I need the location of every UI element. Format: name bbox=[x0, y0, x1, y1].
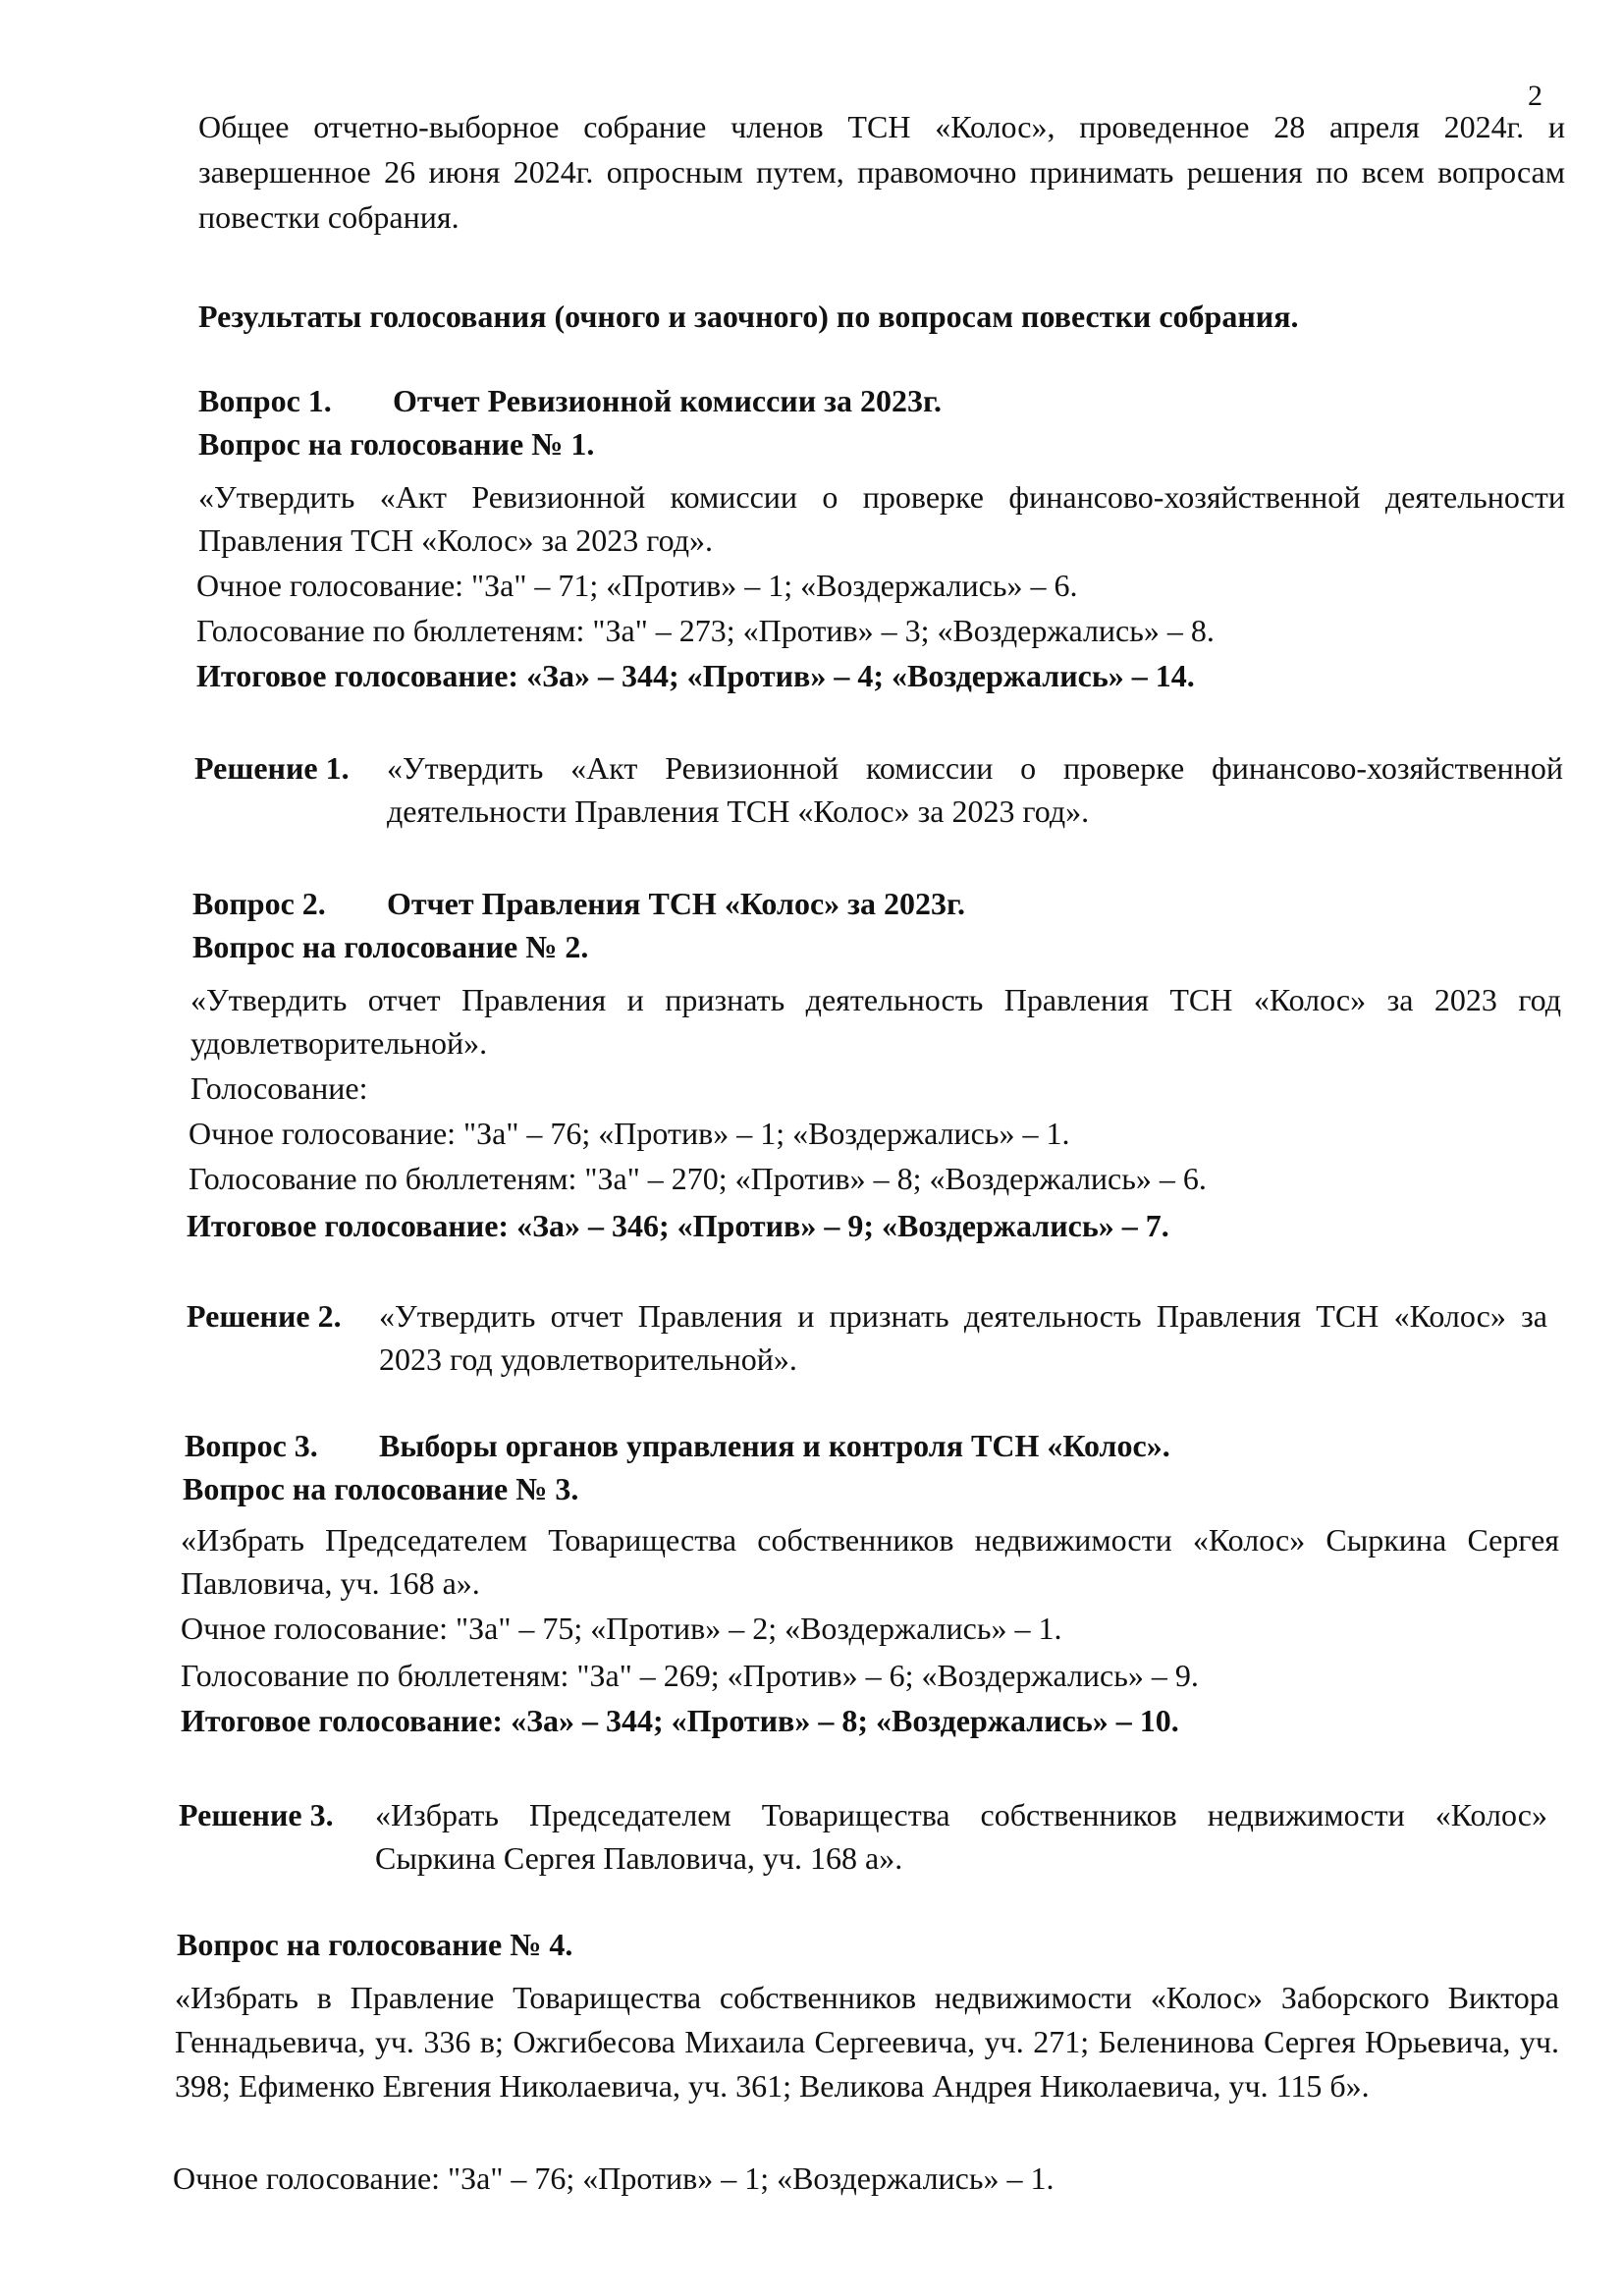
question-3-total-vote: Итоговое голосование: «За» – 344; «Против» – 8; «Воздержались» – 10. bbox=[181, 1703, 1179, 1738]
decision-3 bbox=[179, 1793, 1557, 1882]
decision-1-text: «Утвердить «Акт Ревизионной комиссии о проверке финансово-хозяйственной деятельности Правления ТСН «Колос» за 2023 год». bbox=[387, 750, 1563, 829]
decision-3-label: Решение 3. bbox=[179, 1797, 334, 1832]
question-1-number: Вопрос 1. bbox=[198, 383, 332, 418]
question-2-voting-label: Голосование: bbox=[190, 1070, 368, 1106]
results-heading: Результаты голосования (очного и заочного) по вопросам повестки собрания. bbox=[198, 299, 1299, 334]
question-1-title: Отчет Ревизионной комиссии за 2023г. bbox=[393, 383, 942, 418]
decision-2-label: Решение 2. bbox=[187, 1298, 342, 1334]
question-3-title: Выборы органов управления и контроля ТСН «Колос». bbox=[379, 1428, 1170, 1463]
question-4-text: «Избрать в Правление Товарищества собственников недвижимости «Колос» Заборского Виктора Геннадьевича, уч. 336 в; Ожгибесова Михаила Сергеевича, уч. 271; Беленинова Сергея Юрьевича, уч. 398; Ефименко Евгения Николаевича, уч. 361; Великова Андрея Николаевича, уч. 115 б». bbox=[175, 1980, 1559, 2104]
decision-2 bbox=[187, 1294, 1559, 1383]
decision-1 bbox=[194, 746, 1563, 835]
decision-2-text: «Утвердить отчет Правления и признать деятельность Правления ТСН «Колос» за 2023 год удовлетворительной». bbox=[379, 1298, 1547, 1377]
question-2-vote-label: Вопрос на голосование № 2. bbox=[192, 929, 589, 964]
question-1-in-person-vote: Очное голосование: "За" – 71; «Против» – 1; «Воздержались» – 6. bbox=[196, 568, 1078, 603]
question-4-vote-label: Вопрос на голосование № 4. bbox=[177, 1927, 573, 1962]
question-1-text: «Утвердить «Акт Ревизионной комиссии о проверке финансово-хозяйственной деятельности Правления ТСН «Колос» за 2023 год». bbox=[198, 479, 1565, 558]
question-3-vote-label: Вопрос на голосование № 3. bbox=[183, 1471, 579, 1506]
question-4-in-person-vote: Очное голосование: "За" – 76; «Против» – 1; «Воздержались» – 1. bbox=[173, 2160, 1055, 2196]
question-3-number: Вопрос 3. bbox=[185, 1428, 318, 1463]
question-1-heading bbox=[198, 379, 1565, 422]
question-1-ballot-vote: Голосование по бюллетеням: "За" – 273; «Против» – 3; «Воздержались» – 8. bbox=[196, 613, 1215, 648]
question-3-text: «Избрать Председателем Товарищества собственников недвижимости «Колос» Сыркина Сергея Павловича, уч. 168 а». bbox=[181, 1522, 1559, 1601]
question-1-total-vote: Итоговое голосование: «За» – 344; «Против» – 4; «Воздержались» – 14. bbox=[196, 658, 1195, 693]
decision-3-text: «Избрать Председателем Товарищества собственников недвижимости «Колос» Сыркина Сергея Павловича, уч. 168 а». bbox=[375, 1797, 1547, 1876]
question-2-text: «Утвердить отчет Правления и признать деятельность Правления ТСН «Колос» за 2023 год удовлетворительной». bbox=[190, 982, 1561, 1061]
question-2-title: Отчет Правления ТСН «Колос» за 2023г. bbox=[387, 886, 965, 921]
intro-paragraph: Общее отчетно-выборное собрание членов ТСН «Колос», проведенное 28 апреля 2024г. и завершенное 26 июня 2024г. опросным путем, правомочно принимать решения по всем вопросам повестки собрания. bbox=[198, 109, 1565, 235]
question-3-ballot-vote: Голосование по бюллетеням: "За" – 269; «Против» – 6; «Воздержались» – 9. bbox=[181, 1658, 1199, 1693]
question-2-number: Вопрос 2. bbox=[192, 886, 326, 921]
question-2-ballot-vote: Голосование по бюллетеням: "За" – 270; «Против» – 8; «Воздержались» – 6. bbox=[189, 1161, 1207, 1196]
question-2-in-person-vote: Очное голосование: "За" – 76; «Против» – 1; «Воздержались» – 1. bbox=[189, 1116, 1070, 1151]
decision-1-label: Решение 1. bbox=[194, 750, 350, 786]
question-2-total-vote: Итоговое голосование: «За» – 346; «Против» – 9; «Воздержались» – 7. bbox=[187, 1208, 1169, 1243]
question-3-heading bbox=[185, 1424, 1559, 1467]
question-2-heading bbox=[192, 882, 1561, 925]
page-number: 2 bbox=[1528, 80, 1542, 112]
question-1-vote-label: Вопрос на голосование № 1. bbox=[198, 426, 595, 462]
question-3-in-person-vote: Очное голосование: "За" – 75; «Против» – 2; «Воздержались» – 1. bbox=[181, 1611, 1062, 1646]
